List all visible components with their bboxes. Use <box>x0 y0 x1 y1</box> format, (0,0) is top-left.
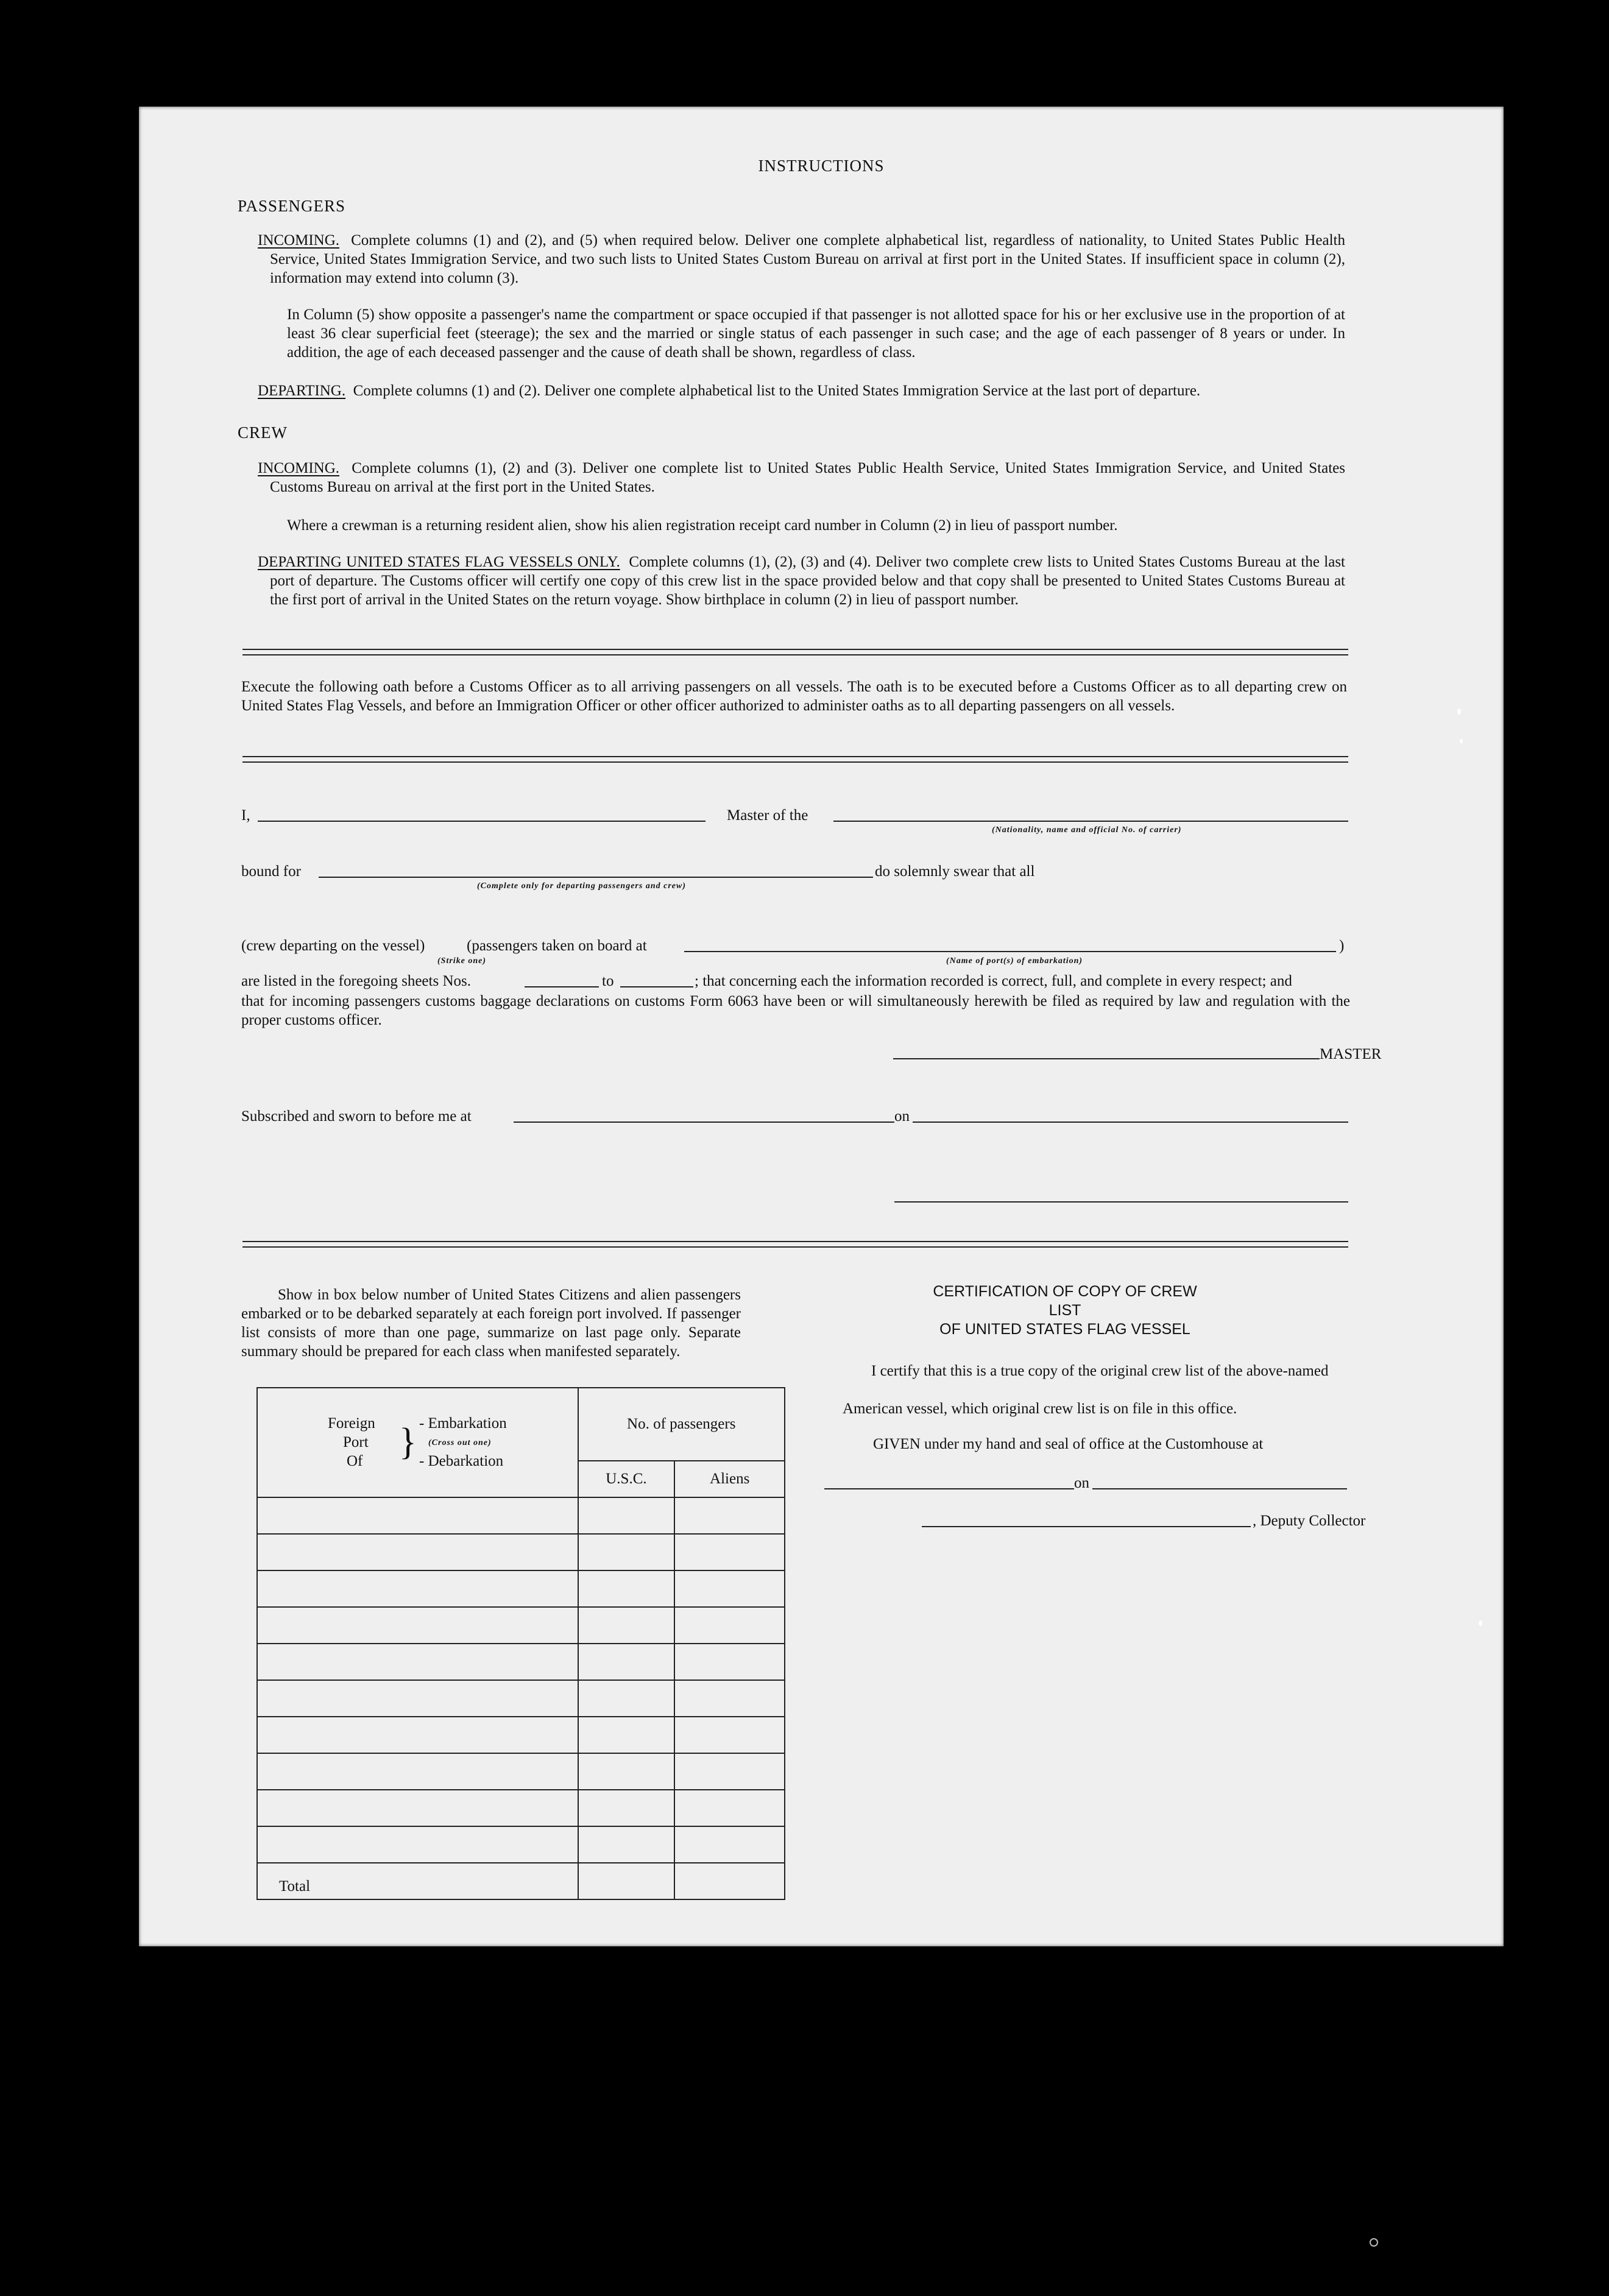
usc-cell[interactable] <box>578 1790 675 1826</box>
usc-cell[interactable] <box>578 1717 675 1753</box>
port-note: (Name of port(s) of embarkation) <box>946 956 1083 966</box>
aliens-total-cell[interactable] <box>674 1863 785 1899</box>
subscribed-label: Subscribed and sworn to before me at <box>241 1108 472 1125</box>
master-name-field[interactable] <box>258 821 705 822</box>
crew-departing-label: DEPARTING UNITED STATES FLAG VESSELS ONLY. <box>258 554 620 570</box>
sworn-date-field[interactable] <box>913 1122 1348 1123</box>
aliens-cell[interactable] <box>674 1570 785 1607</box>
passengers-incoming-paragraph <box>258 231 1345 288</box>
master-label: MASTER <box>1320 1046 1382 1062</box>
col-foreign-label: Foreign <box>328 1415 375 1432</box>
sheet-to-field[interactable] <box>620 986 693 987</box>
passengers-incoming-text: Complete columns (1) and (2), and (5) when required below. Deliver one complete alphabetical list, regardless of nationality, to United States Public Health Service, United States Immigration Service, and two such lists to United States Custom Bureau on arrival at first port in the United States. If insufficient space in column (2), information may extend into column (3). <box>270 232 1345 286</box>
port-cell[interactable] <box>257 1826 578 1863</box>
summary-instructions: Show in box below number of United States Citizens and alien passengers embarked or to be debarked separately at each foreign port involved. If passenger list consists of more than one page, summarize on last page only. Separate summary should be prepared for each class when manifested separately. <box>241 1287 741 1360</box>
aliens-cell[interactable] <box>674 1680 785 1717</box>
debarkation-label[interactable]: - Debarkation <box>419 1453 504 1469</box>
do-solemnly-label: do solemnly swear that all <box>875 863 1035 880</box>
crew-departing-paragraph <box>258 553 1345 609</box>
sheet-from-field[interactable] <box>525 986 599 987</box>
usc-header: U.S.C. <box>578 1461 675 1497</box>
oath-i-label: I, <box>241 807 250 824</box>
usc-cell[interactable] <box>578 1607 675 1644</box>
section-divider <box>242 649 1348 655</box>
no-passengers-header: No. of passengers <box>578 1388 785 1461</box>
usc-cell[interactable] <box>578 1826 675 1863</box>
usc-total-cell[interactable] <box>578 1863 675 1899</box>
crew-departing-option[interactable]: (crew departing on the vessel) <box>241 938 425 954</box>
complete-only-note: (Complete only for departing passengers and crew) <box>477 881 686 891</box>
listed-line2: that for incoming passengers customs baggage declarations on customs Form 6063 have been or will simultaneously herewith be filed as required by law and regulation with the proper customs officer. <box>241 993 1350 1028</box>
nationality-note: (Nationality, name and official No. of carrier) <box>992 825 1182 835</box>
port-cell[interactable] <box>257 1644 578 1680</box>
total-label: Total <box>257 1863 578 1899</box>
crew-incoming-text: Complete columns (1), (2) and (3). Deliver one complete list to United States Public Health Service, United States Immigration Service, and United States Customs Bureau on arrival at the first port in the United States. <box>270 460 1345 495</box>
passengers-taken-option[interactable]: (passengers taken on board at <box>467 938 647 954</box>
lower-divider <box>242 1241 1348 1248</box>
crew-departing-text: Complete columns (1), (2), (3) and (4). Deliver two complete crew lists to United States Customs Bureau at the last port of departure. The Customs officer will certify one copy of this crew list in the space provided below and that copy shall be presented to United States Customs Bureau at the first port of arrival in the United States on the return voyage. Show birthplace in column (2) in lieu of passport number. <box>270 554 1345 608</box>
bound-for-label: bound for <box>241 863 301 880</box>
foreign-port-header <box>257 1388 578 1497</box>
scan-speck <box>1460 739 1463 743</box>
aliens-cell[interactable] <box>674 1790 785 1826</box>
listed-rest: ; that concerning each the information recorded is correct, full, and complete in every respect; and <box>695 973 1292 989</box>
instructions-title: INSTRUCTIONS <box>758 157 885 175</box>
usc-cell[interactable] <box>578 1680 675 1717</box>
passengers-incoming-label: INCOMING. <box>258 232 340 249</box>
port-cell[interactable] <box>257 1753 578 1790</box>
certification-line2: American vessel, which original crew list is on file in this office. <box>843 1401 1237 1417</box>
oath-divider <box>242 756 1348 763</box>
master-of-the-label: Master of the <box>727 807 808 824</box>
port-cell[interactable] <box>257 1717 578 1753</box>
usc-cell[interactable] <box>578 1644 675 1680</box>
passengers-departing-label: DEPARTING. <box>258 383 346 399</box>
certification-title <box>919 1282 1211 1339</box>
deputy-collector-label: , Deputy Collector <box>1253 1513 1366 1529</box>
aliens-cell[interactable] <box>674 1644 785 1680</box>
crew-incoming-paragraph <box>258 459 1345 496</box>
oath-intro: Execute the following oath before a Customs Officer as to all arriving passengers on all vessels. The oath is to be executed before a Customs Officer as to all departing crew on United States Flag Vessels, and before an Immigration Officer or other officer authorized to administer oaths as to all departing passengers on all vessels. <box>241 679 1347 714</box>
embarkation-port-field[interactable] <box>684 951 1336 952</box>
officer-signature-field[interactable] <box>894 1201 1348 1203</box>
to-label: to <box>602 973 614 989</box>
crew-heading: CREW <box>238 423 288 442</box>
aliens-header: Aliens <box>674 1461 785 1497</box>
scan-speck <box>1457 708 1461 715</box>
column5-paragraph: In Column (5) show opposite a passenger's name the compartment or space occupied if that passenger is not allotted space for his or her exclusive use in the proportion of at least 36 clear superficial feet (steerage); the sex and the married or single status of each passenger in such case; and the age of each passenger of 8 years or under. In addition, the age of each deceased passenger and the cause of death shall be shown, regardless of class. <box>287 306 1345 361</box>
aliens-cell[interactable] <box>674 1534 785 1570</box>
usc-cell[interactable] <box>578 1534 675 1570</box>
aliens-cell[interactable] <box>674 1826 785 1863</box>
crewman-paragraph: Where a crewman is a returning resident alien, show his alien registration receipt card number in Column (2) in lieu of passport number. <box>287 517 1118 534</box>
passengers-departing-text: Complete columns (1) and (2). Deliver one complete alphabetical list to the United States Immigration Service at the last port of departure. <box>353 383 1201 399</box>
document-page <box>139 107 1504 1946</box>
close-paren: ) <box>1339 938 1345 954</box>
bound-for-field[interactable] <box>319 877 873 878</box>
aliens-cell[interactable] <box>674 1717 785 1753</box>
scan-speck <box>1370 2238 1378 2247</box>
sworn-place-field[interactable] <box>514 1122 894 1123</box>
brace-glyph: } <box>399 1420 417 1463</box>
port-cell[interactable] <box>257 1790 578 1826</box>
master-signature-field[interactable] <box>893 1058 1320 1059</box>
passengers-departing-paragraph <box>258 381 1345 400</box>
col-port-label: Port <box>343 1434 369 1450</box>
port-cell[interactable] <box>257 1680 578 1717</box>
usc-cell[interactable] <box>578 1570 675 1607</box>
cross-out-note: (Cross out one) <box>428 1438 492 1447</box>
carrier-field[interactable] <box>833 821 1348 822</box>
certification-title-line1: CERTIFICATION OF COPY OF CREW LIST <box>933 1283 1197 1319</box>
usc-cell[interactable] <box>578 1753 675 1790</box>
certification-line3: GIVEN under my hand and seal of office at the Customhouse at <box>873 1436 1264 1452</box>
customhouse-field[interactable] <box>824 1488 1074 1489</box>
scan-speck <box>1479 1620 1482 1626</box>
aliens-cell[interactable] <box>674 1607 785 1644</box>
strike-one-note: (Strike one) <box>437 956 487 966</box>
passenger-summary-table <box>256 1387 785 1900</box>
col-of-label: Of <box>347 1453 363 1469</box>
certification-on-label: on <box>1074 1475 1089 1491</box>
usc-cell[interactable] <box>578 1497 675 1534</box>
port-cell[interactable] <box>257 1607 578 1644</box>
aliens-cell[interactable] <box>674 1497 785 1534</box>
certification-title-line2: OF UNITED STATES FLAG VESSEL <box>939 1321 1190 1338</box>
passengers-heading: PASSENGERS <box>238 197 346 215</box>
listed-start: are listed in the foregoing sheets Nos. <box>241 973 471 989</box>
port-cell[interactable] <box>257 1497 578 1534</box>
port-cell[interactable] <box>257 1534 578 1570</box>
crew-incoming-label: INCOMING. <box>258 460 340 476</box>
certification-date-field[interactable] <box>1092 1488 1347 1489</box>
embarkation-label[interactable]: - Embarkation <box>419 1415 507 1432</box>
port-cell[interactable] <box>257 1570 578 1607</box>
sworn-on-label: on <box>894 1108 910 1125</box>
deputy-signature-field[interactable] <box>922 1526 1251 1527</box>
certification-line1: I certify that this is a true copy of the original crew list of the above-named <box>871 1363 1329 1379</box>
aliens-cell[interactable] <box>674 1753 785 1790</box>
